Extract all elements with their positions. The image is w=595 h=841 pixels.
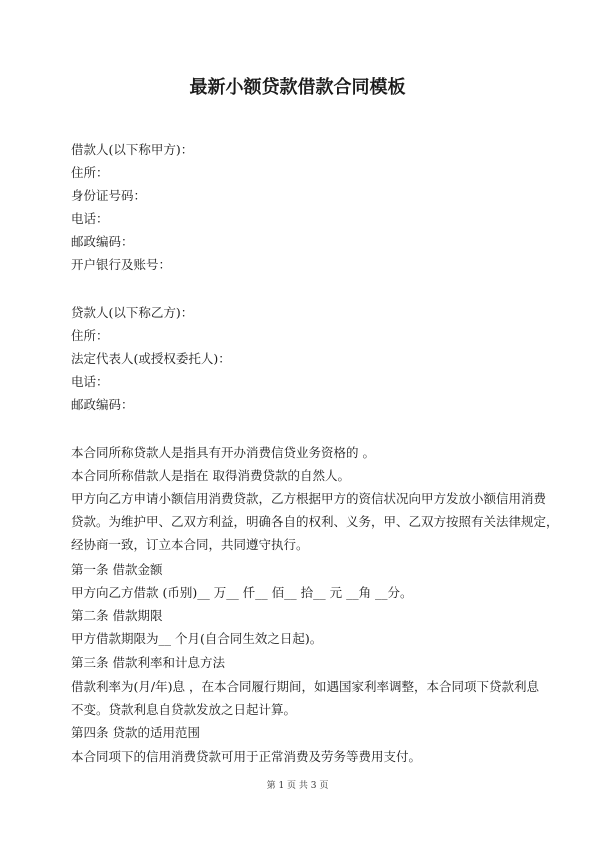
borrower-bank-account: 开户银行及账号： — [71, 257, 172, 272]
borrower-id-number: 身份证号码： — [71, 188, 147, 203]
article-4-text: 本合同项下的信用消费贷款可用于正常消费及劳务等费用支付。 — [71, 749, 422, 764]
article-1-text: 甲方向乙方借款 (币别)__ 万__ 仟__ 佰__ 拾__ 元 __角 __分。 — [71, 585, 413, 600]
lender-postcode: 邮政编码： — [71, 397, 134, 412]
lender-address: 住所： — [71, 328, 109, 343]
article-3-text-line-1: 借款利率为(月/年)息 ，在本合同履行期间，如遇国家利率调整，本合同项下贷款利息 — [71, 679, 539, 694]
lender-heading: 贷款人(以下称乙方)： — [71, 305, 194, 320]
paragraph-lender-definition: 本合同所称贷款人是指具有开办消费信贷业务资格的 。 — [71, 445, 375, 460]
borrower-address: 住所： — [71, 165, 109, 180]
borrower-postcode: 邮政编码： — [71, 234, 134, 249]
borrower-phone: 电话： — [71, 211, 109, 226]
page-number-footer: 第 1 页 共 3 页 — [266, 781, 329, 791]
paragraph-purpose-line-1: 甲方向乙方申请小额信用消费贷款，乙方根据甲方的资信状况向甲方发放小额信用消费 — [71, 491, 547, 506]
article-2-title: 第二条 借款期限 — [71, 608, 163, 623]
lender-representative: 法定代表人(或授权委托人)： — [71, 351, 231, 366]
article-3-title: 第三条 借款利率和计息方法 — [71, 655, 225, 670]
article-4-title: 第四条 贷款的适用范围 — [71, 725, 200, 740]
document-title: 最新小额贷款借款合同模板 — [189, 77, 406, 98]
article-1-title: 第一条 借款金额 — [71, 562, 163, 577]
article-2-text: 甲方借款期限为__ 个月(自合同生效之日起)。 — [71, 631, 323, 646]
lender-phone: 电话： — [71, 374, 109, 389]
borrower-heading: 借款人(以下称甲方)： — [71, 142, 194, 157]
paragraph-purpose-line-2: 贷款。为维护甲、乙双方利益，明确各自的权利、义务，甲、乙双方按照有关法律规定， — [71, 514, 559, 529]
paragraph-borrower-definition: 本合同所称借款人是指在 取得消费贷款的自然人。 — [71, 468, 350, 483]
article-3-text-line-2: 不变。贷款利息自贷款发放之日起计算。 — [71, 702, 297, 717]
paragraph-purpose-line-3: 经协商一致，订立本合同，共同遵守执行。 — [71, 537, 309, 552]
